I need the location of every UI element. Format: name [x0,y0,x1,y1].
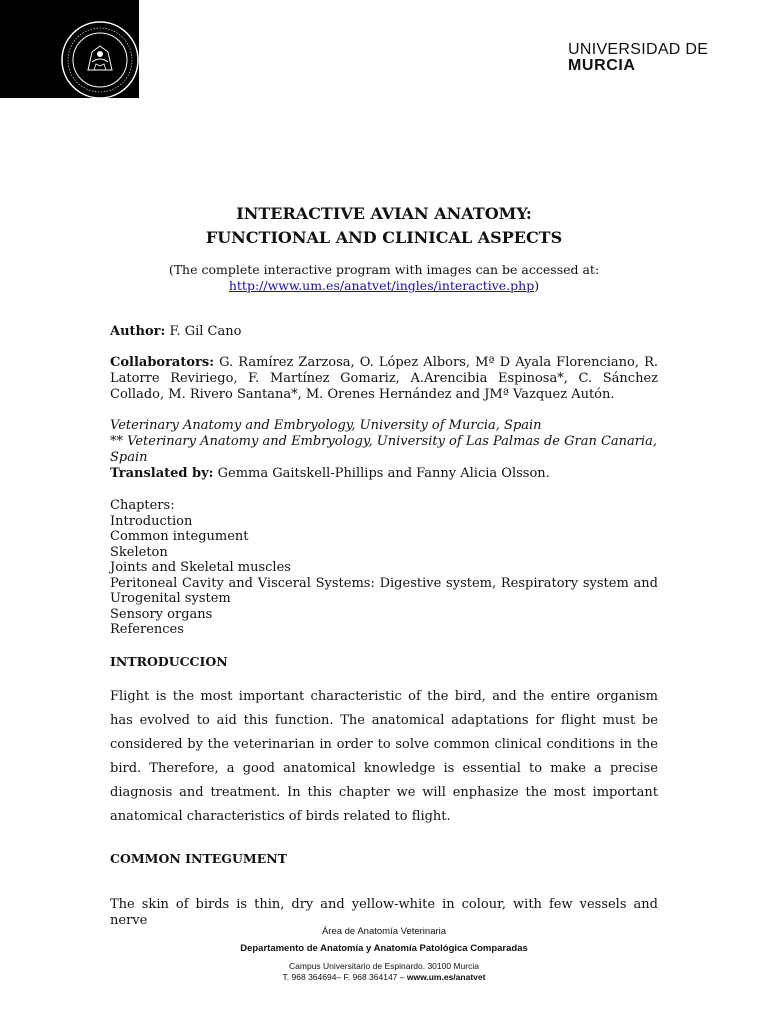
university-name-line1: UNIVERSIDAD DE [568,41,709,58]
affiliations [110,418,658,466]
affiliation-item: Veterinary Anatomy and Embryology, University of Murcia, Spain [110,418,542,433]
university-seal-block [0,0,139,98]
document-title [110,202,658,250]
footer-area-name: Área de Anatomía Veterinaria [321,926,447,937]
chapters-list [110,498,658,638]
section-heading-common-integument: COMMON INTEGUMENT [110,851,287,866]
university-wordmark [568,42,728,74]
author-label: Author: [110,324,166,339]
chapter-item: Common integument [110,529,249,544]
footer-phone-fax: T. 968 364694– F. 968 364147 – [282,972,407,982]
access-open-paren: ( [168,262,174,277]
chapter-item: References [110,622,184,637]
collaborators-names: G. Ramírez Zarzosa, O. López Albors, Mª D Ayala Florenciano, R. Latorre Reviriego, F. Martínez Gomariz, A.Arencibia Espinosa*, C. Sánchez Collado, M. Rivero Santana*, M. Orenes Hernández and JMª Vazquez Autón. [110,355,659,402]
interactive-program-link[interactable]: http://www.um.es/anatvet/ingles/interactive.php [228,278,535,293]
collaborators-label: Collaborators: [110,355,214,370]
author-line [110,324,658,340]
footer-contact [150,961,618,983]
access-close-paren: ) [534,278,540,293]
introduccion-paragraph: Flight is the most important characteristic of the bird, and the entire organism has evolved to aid this function. The anatomical adaptations for flight must be considered by the veterinarian in order to solve common clinical conditions in the bird. Therefore, a good anatomical knowledge is essential to make a precise diagnosis and treatment. In this chapter we will enphasize the most important anatomical characteristics of birds related to flight. [110,689,658,824]
integument-paragraph: The skin of birds is thin, dry and yellow-white in colour, with few vessels and nerve [110,897,658,928]
chapter-item: Joints and Skeletal muscles [110,560,291,575]
author-name: F. Gil Cano [169,324,242,339]
title-line2: FUNCTIONAL AND CLINICAL ASPECTS [205,228,563,247]
translated-label: Translated by: [110,466,214,481]
chapters-label: Chapters: [110,498,175,513]
chapter-item: Introduction [110,513,193,529]
university-name-line2: MURCIA [568,57,636,74]
footer-department: Departamento de Anatomía y Anatomía Patológica Comparadas [240,943,528,954]
chapter-item: Peritoneal Cavity and Visceral Systems: Digestive system, Respiratory system and Urogenital system [110,575,658,606]
section-heading-introduccion: INTRODUCCION [110,654,228,669]
collaborators-paragraph [110,355,658,403]
access-text: The complete interactive program with images can be accessed at: [173,262,600,277]
translated-names: Gemma Gaitskell-Phillips and Fanny Alicia Olsson. [217,466,550,481]
title-line1: INTERACTIVE AVIAN ANATOMY: [236,204,532,223]
footer-address: Campus Universitario de Espinardo. 30100 Murcia [289,961,479,971]
chapter-item: Skeleton [110,544,168,560]
translated-by-line [110,466,658,482]
footer-website-link[interactable]: www.um.es/anatvet [406,972,486,982]
access-note [110,262,658,294]
chapter-item: Sensory organs [110,606,213,622]
university-seal-icon [58,18,142,102]
affiliation-item: ** Veterinary Anatomy and Embryology, University of Las Palmas de Gran Canaria, Spain [110,434,658,465]
